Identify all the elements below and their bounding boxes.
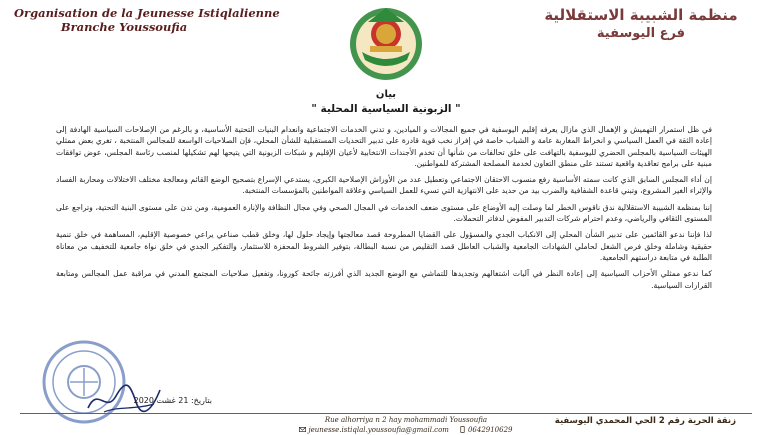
email-icon [299,426,306,433]
body-paragraph: إن أداء المجلس السابق الذي كانت سمته الأساسية رفع منسوب الاحتقان الاجتماعي وتعطيل عدد من الأوراش الإصلاحية الكبرى، يستدعي الإسراع بتصحيح الوضع القائم ومعالجة مختلف الاختلالات ومحاربة الفساد والإثراء الغير المشروع، وتبني قاعدة الشفافية والضرب بيد من حديد على الانتهازية التي تسيء للعمل السياسي وعلاقة المواطنين بالمؤسسات المنتخبة. [56,175,712,196]
document-date: بتاريخ: 21 غشت 2020 [133,396,212,405]
footer-address-ar: زنقة الحرية رقم 2 الحي المحمدي اليوسفية [554,416,736,426]
document-subtitle: " الزبونية السياسية المحلية " [311,103,461,115]
footer-email-text: jeunesse.istiqlal.youssoufia@gmail.com [308,426,449,434]
phone-icon [459,426,466,433]
header-fr-org-name: Organisation de la Jeunesse Istiqlalienne [14,6,280,20]
header-fr-branch: Branche Youssoufia [60,20,188,34]
document-body [56,124,712,296]
header-arabic [526,6,756,42]
header-ar-branch: فرع اليوسفية [596,26,686,41]
footer-phone-text: 0642910629 [467,426,513,434]
header-french [14,6,280,34]
footer-address-fr: Rue alhorriya n 2 hay mohammadi Youssoufia [324,416,488,424]
body-paragraph: كما ندعو ممثلي الأحزاب السياسية إلى إعادة النظر في آليات اشتغالهم وتجديدها للتماشي مع الوضع الجديد الذي أفرزته جائحة كورونا، وتفعيل صلاحيات المجتمع المدني في مراقبة عمل المجالس ومتابعة القرارات السياسية. [56,269,712,290]
header-ar-org-name: منظمة الشبيبة الاستقلالية [544,6,738,24]
body-paragraph: إننا بمنظمة الشبيبة الاستقلالية ندق ناقوس الخطر لما وصلت إليه الأوضاع على مستوى ضعف الخدمات في المجال الصحي وفي مجال النظافة والإنارة العمومية، ومن تدن على مستوى البنية التحتية، وتراجع على المستوى الثقافي والرياضي، وعدم احترام شركات التدبير المفوض لدفاتر التحملات. [56,202,712,224]
footer-divider [20,413,752,414]
body-paragraph: في ظل استمرار التهميش و الإهمال الذي مازال يعرفه إقليم اليوسفية في جميع المجالات و الميادين، و تدني الخدمات الاجتماعية وانعدام البنيات التحتية الأساسية، و بالرغم من الإصلاحات السياسية الهادفة إلى إعادة الثقة في العمل السياسي و انخراط المغاربة عامة و الشباب خاصة في إفراز نخب قوية قادرة على تدبير التحديات المستقبلية للشأن المحلي، فإن الصلاحيات الواسعة للمجالس المنتخبة ، تغري بعض ممثلي الهيئات السياسية بالمجلس الحضري لليوسفية بالتهافت على خلق تحالفات من شأنها أن تخدم الأجندات الانتخابية لأعيان الإقليم و شبكات الزبونية التي يتيحها لهم تشكيلها لمنصب رئاسة المجلس، عوض توافقات مبنية على برامج تعاقدية واقعية تستند على منطق التعاون لخدمة المصلحة المشتركة للمواطنين. [56,125,712,168]
document-title: بيان [375,89,397,100]
body-paragraph: لذا فإننا ندعو القائمين على تدبير الشأن المحلي إلى الانكباب الجدي والمسؤول على القضايا المطروحة قصد معالجتها وإيجاد حلول لها، وخلق قطب صناعي يراعي خصوصية الإقليم، المساهمة في خلق تنمية حقيقية وشاملة وخلق فرص الشغل لحاملي الشهادات الجامعية والشباب العاطل قصد التقليص من نسبة البطالة، بتوفير الشروط المحفزة للاستثمار، والتفكير الجدي في خلق نواة جامعية للتخفيف من معاناة الطلبة في متابعة دراستهم الجامعية. [56,230,712,262]
footer-contact [276,415,536,435]
organization-emblem-icon [345,0,427,82]
